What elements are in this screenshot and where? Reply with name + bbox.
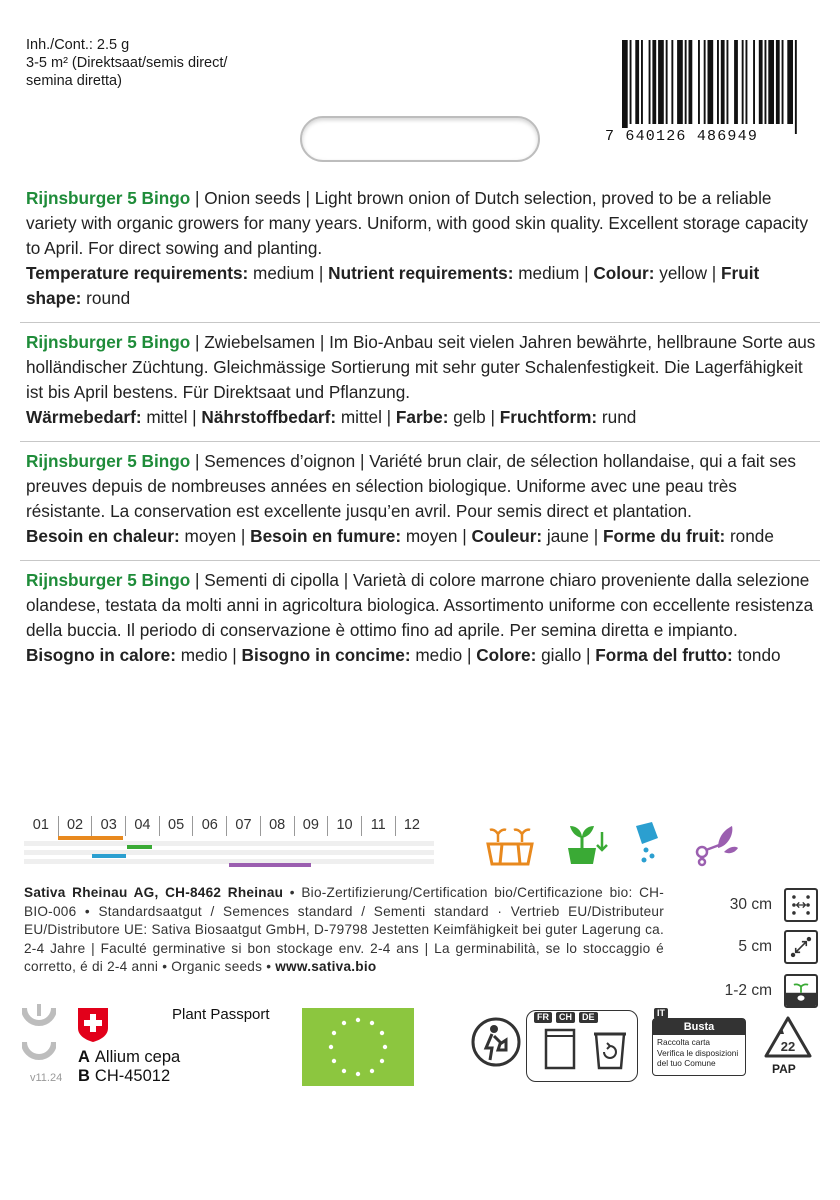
swiss-flag-icon — [78, 1008, 108, 1042]
barcode-bar — [689, 40, 693, 124]
barcode-bar — [677, 40, 683, 124]
barcode-bar — [658, 40, 664, 124]
prop-label: Wärmebedarf: — [26, 407, 142, 427]
seed-tray-icon — [482, 818, 538, 868]
month-label: 03 — [91, 816, 125, 836]
company-info — [24, 884, 664, 977]
divider — [20, 322, 820, 323]
calendar-bar-sow-tray — [58, 836, 123, 840]
calendar-bar-direct-sow — [92, 854, 126, 858]
barcode-bar — [727, 40, 729, 124]
tidyman-icon — [470, 1016, 522, 1068]
prop-label: Fruit shape: — [26, 263, 760, 308]
month-label: 07 — [226, 816, 260, 836]
description-it — [26, 568, 818, 668]
eu-organic-logo-icon — [302, 1008, 414, 1086]
row-spacing-label: 30 cm — [729, 896, 772, 913]
barcode-bar — [768, 40, 774, 124]
barcode-bar — [622, 40, 628, 134]
pap-label: PAP — [772, 1062, 796, 1076]
calendar-bars — [24, 836, 434, 866]
busta-instructions — [657, 1037, 743, 1069]
barcode-bar — [759, 40, 763, 124]
month-label: 09 — [294, 816, 328, 836]
variety-title: Rijnsburger 5 Bingo — [26, 188, 191, 208]
sativa-logo-icon — [22, 1002, 56, 1062]
barcode-bars — [622, 40, 818, 134]
barcode-bar — [782, 40, 784, 124]
properties-line: Bisogno in calore: medio | Bisogno in concime: medio | Colore: giallo | Forma del frutto: tondo — [26, 645, 781, 665]
country-tag-ch: CH — [556, 1012, 575, 1023]
passport-registration: CH-45012 — [94, 1067, 171, 1085]
busta-line: del tuo Comune — [657, 1058, 716, 1068]
direct-sow-icon — [622, 818, 678, 868]
barcode-bar — [717, 40, 719, 124]
month-label: 08 — [260, 816, 294, 836]
company-name: Sativa Rheinau AG, CH-8462 Rheinau — [24, 885, 284, 900]
row-spacing-icon — [784, 888, 818, 922]
prop-label: Nutrient requirements: — [328, 263, 514, 283]
variety-title: Rijnsburger 5 Bingo — [26, 332, 191, 352]
barcode-bar — [753, 40, 755, 124]
barcode-digits: 7 640126 486949 — [605, 128, 759, 145]
prop-label: Colore: — [476, 645, 537, 665]
prop-value: ronde — [725, 526, 774, 546]
barcode-bar — [787, 40, 793, 124]
paper-bag-icon — [544, 1028, 578, 1072]
sowing-area-line1: 3-5 m² (Direktsaat/semis direct/ — [26, 55, 228, 71]
prop-value: moyen — [179, 526, 237, 546]
variety-title: Rijnsburger 5 Bingo — [26, 570, 191, 590]
sowing-depth — [700, 974, 818, 1008]
barcode-bar — [721, 40, 725, 124]
barcode-bar — [704, 40, 706, 124]
prop-label: Bisogno in concime: — [241, 645, 411, 665]
content-weight: Inh./Cont.: 2.5 g — [26, 37, 130, 53]
prop-value: giallo — [536, 645, 582, 665]
calendar-months — [24, 816, 434, 836]
month-label: 04 — [125, 816, 159, 836]
plant-spacing-icon — [784, 930, 818, 964]
prop-label: Couleur: — [471, 526, 543, 546]
recycling-bin-icon — [590, 1026, 630, 1072]
month-label: 02 — [58, 816, 92, 836]
pap-recycling-icon — [762, 1014, 814, 1062]
prop-value: yellow — [654, 263, 708, 283]
barcode-bar — [685, 40, 687, 124]
month-label: 12 — [395, 816, 429, 836]
barcode-bar — [652, 40, 656, 124]
hang-hole — [300, 116, 540, 162]
barcode-bar — [641, 40, 643, 124]
description-text: | Onion seeds | Light brown onion of Dutch selection, proved to be a reliable variety with organic growers for many years. Uniform, with good skin quality. Excellent storage capacity to April. For direct sowing and planting. — [26, 188, 809, 258]
prop-label: Bisogno in calore: — [26, 645, 176, 665]
prop-value: moyen — [401, 526, 458, 546]
barcode-bar — [765, 40, 767, 124]
prop-value: medium — [513, 263, 580, 283]
prop-label: Forme du fruit: — [602, 526, 726, 546]
barcode-bar — [742, 40, 744, 124]
description-fr — [26, 449, 818, 549]
barcode — [604, 40, 818, 146]
italian-disposal-box — [652, 1018, 746, 1076]
busta-label: Busta — [653, 1019, 745, 1035]
prop-value: tondo — [732, 645, 781, 665]
prop-label: Temperature requirements: — [26, 263, 249, 283]
barcode-bar — [630, 40, 632, 124]
prop-label: Besoin en fumure: — [250, 526, 402, 546]
month-label: 05 — [159, 816, 193, 836]
properties-line: Wärmebedarf: mittel | Nährstoffbedarf: mittel | Farbe: gelb | Fruchtform: rund — [26, 407, 637, 427]
barcode-bar — [746, 40, 748, 124]
variety-title: Rijnsburger 5 Bingo — [26, 451, 191, 471]
passport-species: Allium cepa — [94, 1048, 181, 1066]
sowing-area-line2: semina diretta) — [26, 73, 122, 89]
row-spacing — [700, 888, 818, 922]
barcode-bar — [666, 40, 668, 124]
country-tag-de: DE — [579, 1012, 598, 1023]
barcode-bar — [734, 40, 738, 124]
barcode-bar — [698, 40, 700, 124]
properties-line: Besoin en chaleur: moyen | Besoin en fumure: moyen | Couleur: jaune | Forme du fruit: ronde — [26, 526, 774, 546]
country-tag-it: IT — [654, 1008, 668, 1019]
description-text: | Zwiebelsamen | Im Bio-Anbau seit vielen Jahren bewährte, hellbraune Sorte aus holländischer Züchtung. Gleichmässige Sortierung mit sehr guter Schalenfestigkeit. Die Lagerfähigkeit ist bis April bestens. Für Direktsaat und Pflanzung. — [26, 332, 816, 402]
prop-value: round — [81, 288, 131, 308]
description-text: | Sementi di cipolla | Varietà di colore marrone chiaro proveniente dalla selezione olandese, testata da molti anni in agricoltura biologica. Assortimento uniforme con eccellente resistenza della buccia. Il periodo di conservazione è ottimo fino ad aprile. Per semina diretta e impianto. — [26, 570, 814, 640]
prop-label: Nährstoffbedarf: — [201, 407, 337, 427]
transplant-icon — [558, 818, 614, 868]
properties-line: Temperature requirements: medium | Nutrient requirements: medium | Colour: yellow | Fruit shape: round — [26, 263, 760, 308]
busta-line: Verifica le disposizioni — [657, 1047, 739, 1058]
prop-label: Besoin en chaleur: — [26, 526, 180, 546]
plant-passport-title: Plant Passport — [172, 1006, 270, 1023]
barcode-bar — [635, 40, 639, 124]
prop-value: medio — [175, 645, 228, 665]
prop-label: Colour: — [593, 263, 655, 283]
prop-label: Fruchtform: — [499, 407, 598, 427]
prop-value: jaune — [542, 526, 589, 546]
prop-value: medio — [410, 645, 463, 665]
calendar-bar-plant-out — [127, 845, 153, 849]
plant-passport-lines — [78, 1048, 180, 1086]
month-label: 06 — [192, 816, 226, 836]
barcode-bar — [795, 40, 797, 134]
passport-key-b: B — [78, 1067, 90, 1085]
prop-value: rund — [597, 407, 637, 427]
description-de — [26, 330, 818, 430]
divider — [20, 441, 820, 442]
month-label: 10 — [327, 816, 361, 836]
plant-spacing-label: 5 cm — [738, 938, 772, 955]
prop-label: Forma del frutto: — [595, 645, 733, 665]
company-url[interactable]: www.sativa.bio — [275, 959, 377, 974]
barcode-bar — [671, 40, 673, 124]
sowing-depth-label: 1-2 cm — [724, 982, 772, 999]
barcode-bar — [649, 40, 651, 124]
month-label: 11 — [361, 816, 395, 836]
prop-label: Farbe: — [395, 407, 449, 427]
barcode-bar — [776, 40, 780, 124]
description-text: | Semences d’oignon | Variété brun clair, de sélection hollandaise, qui a fait ses preuves depuis de nombreuses années en sélection biologique. Uniforme avec une peau très résistante. La conservation est excellente jusqu’en avril. Pour semis direct et plantation. — [26, 451, 797, 521]
version-label: v11.24 — [30, 1072, 63, 1084]
busta-line: Raccolta carta — [657, 1037, 711, 1047]
sowing-depth-icon — [784, 974, 818, 1008]
country-tag-fr: FR — [534, 1012, 552, 1023]
prop-value: gelb — [448, 407, 486, 427]
divider — [20, 560, 820, 561]
plant-spacing — [700, 930, 818, 964]
month-label: 01 — [32, 817, 49, 833]
prop-value: mittel — [336, 407, 382, 427]
calendar-bar-harvest — [229, 863, 311, 867]
pap-number: 22 — [780, 1039, 796, 1054]
prop-value: mittel — [141, 407, 188, 427]
passport-key-a: A — [78, 1048, 90, 1066]
harvest-icon — [688, 818, 744, 868]
prop-value: medium — [248, 263, 315, 283]
company-details: • Bio-Zertifizierung/Certification bio/Certificazione bio: CH-BIO-006 • Standardsaatgut / Semences standard / Sementi standard · Vertrieb EU/Distributeur EU/Distributore UE: Sativa Biosaatgut GmbH, D-79798 Jestetten Keimfähigkeit bei guter Lagerung ca. 2-4 Jahre | Faculté germinative si bon stockage env. 2-4 ans | La germinabilità, se lo stoccaggio é corretto, é di 2-4 anni • Organic seeds • — [24, 885, 664, 974]
content-info — [26, 36, 276, 90]
description-en — [26, 186, 818, 311]
barcode-bar — [708, 40, 714, 124]
